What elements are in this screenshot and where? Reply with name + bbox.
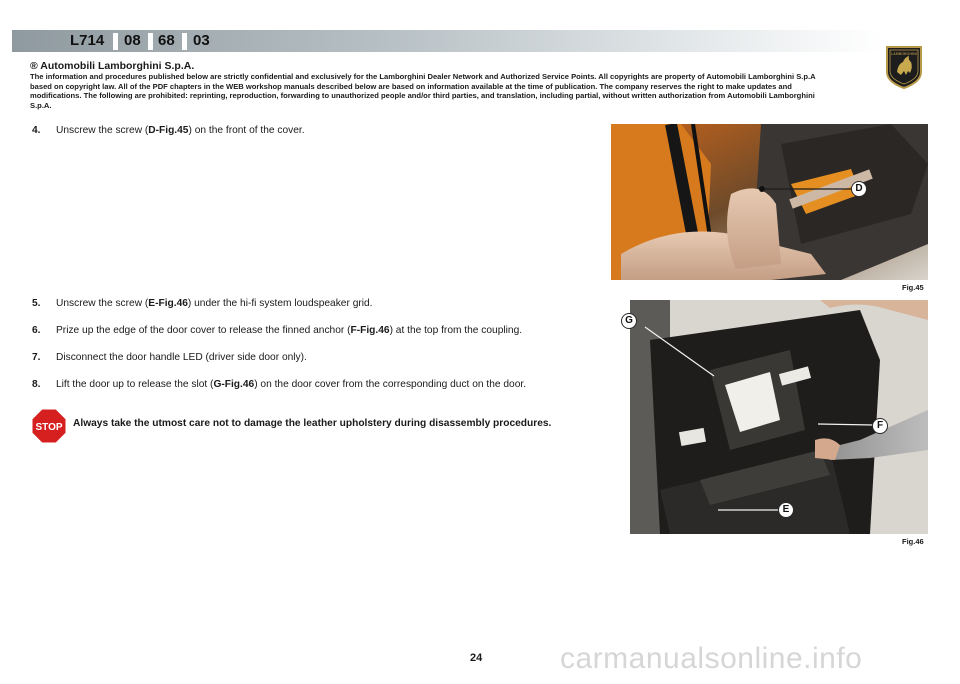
- step-8: 8. Lift the door up to release the slot (G-Fig.46) on the door cover from the corresponding duct on the door.: [32, 379, 527, 390]
- fig46-photo: [630, 300, 928, 534]
- step-4: 4. Unscrew the screw (D-Fig.45) on the front of the cover.: [32, 125, 305, 136]
- manual-code: L714: [70, 32, 105, 49]
- code-separator: [148, 33, 153, 50]
- step-7: 7. Disconnect the door handle LED (driver side door only).: [32, 352, 307, 363]
- code-separator: [113, 33, 118, 50]
- fig46-caption: Fig.46: [902, 537, 924, 546]
- lamborghini-bull-shield-icon: [884, 44, 924, 90]
- svg-text:LAMBORGHINI: LAMBORGHINI: [891, 52, 917, 56]
- step-6: 6. Prize up the edge of the door cover to release the finned anchor (F-Fig.46) at the top from the coupling.: [32, 325, 523, 336]
- callout-d: D: [851, 181, 867, 197]
- stop-sign-icon: [31, 408, 67, 444]
- watermark: carmanualsonline.info: [560, 642, 863, 675]
- callout-e: E: [778, 502, 794, 518]
- warning-text: Always take the utmost care not to damage the leather upholstery during disassembly procedures.: [73, 418, 552, 429]
- chapter-code: 08: [124, 32, 141, 49]
- fig45-caption: Fig.45: [902, 283, 924, 292]
- copyright-title: ® Automobili Lamborghini S.p.A.: [30, 60, 195, 72]
- callout-f: F: [872, 418, 888, 434]
- section-code: 68: [158, 32, 175, 49]
- step-5: 5. Unscrew the screw (E-Fig.46) under the hi-fi system loudspeaker grid.: [32, 298, 373, 309]
- code-separator: [182, 33, 187, 50]
- fig45-photo: [611, 124, 928, 280]
- header-band: [12, 30, 882, 52]
- callout-g: G: [621, 313, 637, 329]
- svg-text:STOP: STOP: [35, 422, 63, 433]
- page-number: 24: [470, 652, 483, 664]
- copyright-notice: The information and procedures published below are strictly confidential and exclusively for the Lamborghini Dealer Network and Authorized Service Points. All copyrights are property of Automobili Lamborghini S.p.A based on copyright law. All of the PDF chapters in the WEB workshop manuals described below are based on information available at the time of publication. The company reserves the right to make updates and modifications. The following are prohibited: reprinting, reproduction, forwarding to unauthorized people and/or third parties, and translation, including partial, without written authorization from Automobili Lamborghini S.p.A.: [30, 72, 816, 110]
- page-code: 03: [193, 32, 210, 49]
